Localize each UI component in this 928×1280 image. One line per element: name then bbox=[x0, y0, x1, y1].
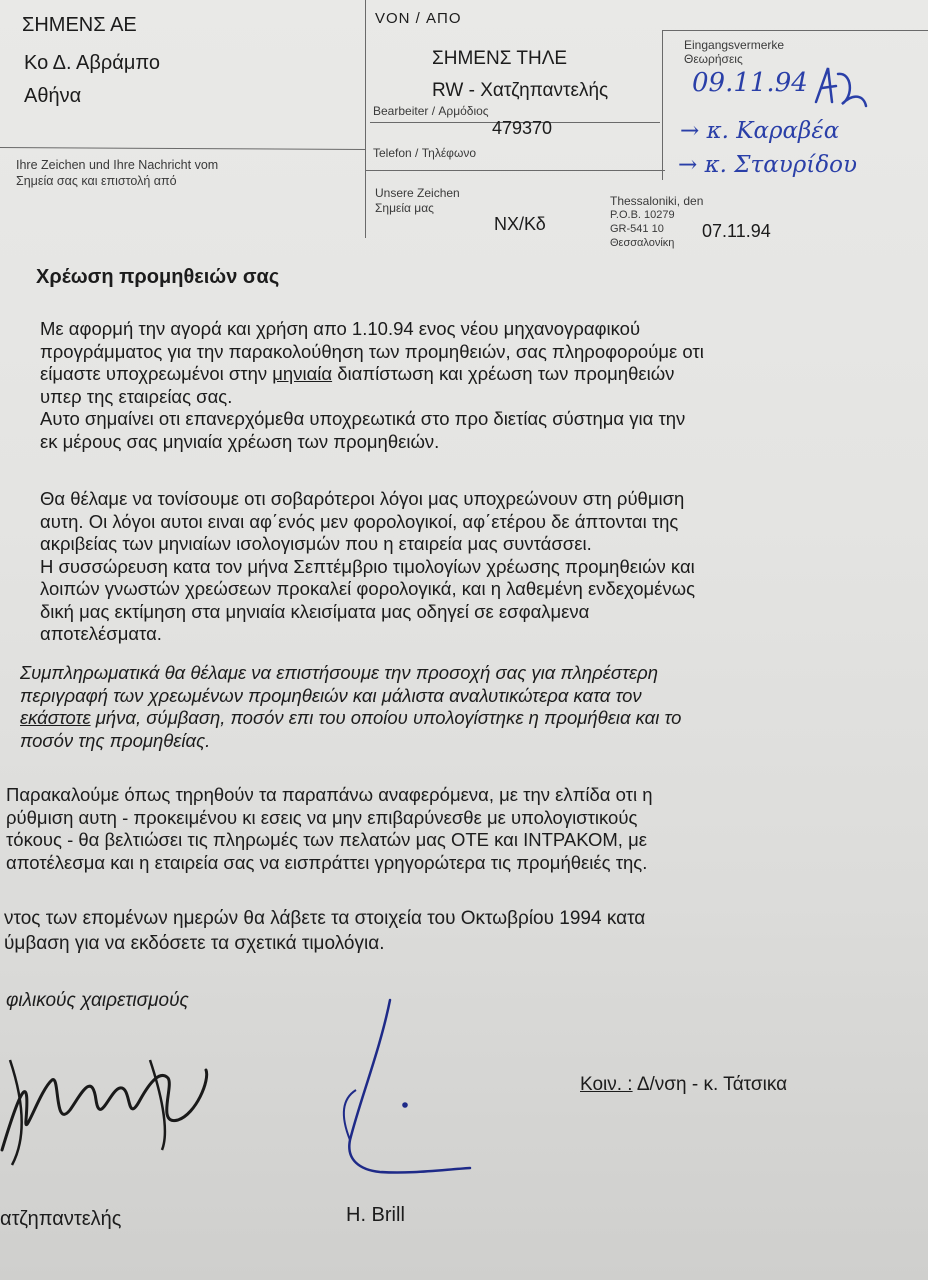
subject: Χρέωση προμηθειών σας bbox=[36, 266, 280, 288]
underlined-word: εκάστοτε bbox=[20, 707, 91, 728]
p1-line: προγράμματος για την παρακολούθηση των προμηθειών, σας πληροφορούμε οτι bbox=[40, 340, 704, 362]
telefon-label: Telefon / Τηλέφωνο bbox=[373, 146, 476, 160]
p2-line: αυτη. Οι λόγοι αυτοι ειναι αφ΄ενός μεν φορολογικοί, αφ΄ετέρου δε άπτονται της bbox=[40, 510, 679, 532]
p5-line: ντος των επομένων ημερών θα λάβετε τα στοιχεία του Οκτωβρίου 1994 κατα bbox=[4, 908, 646, 929]
underlined-word: μηνιαία bbox=[272, 363, 333, 384]
p1-line: εκ μέρους σας μηνιαία χρέωση των προμηθειών. bbox=[40, 430, 440, 452]
header-divider-2 bbox=[662, 30, 663, 180]
p4-line: τόκους - θα βελτιώσει τις πληρωμές των πελατών μας ΟΤΕ και ΙΝΤΡΑΚΟΜ, με bbox=[6, 829, 647, 850]
p2-line: Η συσσώρευση κατα τον μήνα Σεπτέμβριο τιμολογίων χρέωσης προμηθειών και bbox=[40, 555, 695, 577]
p2-line: αποτελέσματα. bbox=[40, 623, 162, 644]
letter-date: 07.11.94 bbox=[702, 221, 771, 241]
sender-company: ΣΗΜΕΝΣ ΤΗΛΕ bbox=[432, 48, 568, 69]
paragraph-1 bbox=[40, 318, 875, 453]
recipient-company: ΣΗΜΕΝΣ ΑΕ bbox=[22, 14, 137, 36]
paragraph-3 bbox=[20, 662, 880, 752]
p1-line: υπερ της εταιρείας σας. bbox=[40, 385, 233, 407]
paragraph-2 bbox=[40, 488, 875, 646]
paragraph-4 bbox=[6, 784, 886, 874]
p2-line: Θα θέλαμε να τονίσουμε οτι σοβαρότεροι λόγοι μας υποχρεώνουν στη ρύθμιση bbox=[40, 488, 685, 509]
signature-right-icon bbox=[320, 990, 480, 1190]
recipient-city: Αθήνα bbox=[24, 85, 82, 107]
receipt-hand-line1: → κ. Καραβέα bbox=[680, 118, 840, 144]
p4-line: αποτέλεσμα και η εταιρεία σας να εισπράττει γρηγορώτερα τις προμήθειές της. bbox=[6, 851, 648, 873]
header-rule-mid bbox=[365, 170, 665, 171]
your-ref-label-de: Ihre Zeichen und Ihre Nachricht vom bbox=[16, 158, 219, 172]
receipt-box-top bbox=[662, 30, 928, 31]
place-label: Thessaloniki, den bbox=[610, 194, 704, 208]
sender-dept: RW - Χατζηπαντελής bbox=[432, 80, 609, 101]
receipt-label-gr: Θεωρήσεις bbox=[684, 52, 743, 66]
city-gr: Θεσσαλονίκη bbox=[610, 237, 675, 249]
recipient-attn: Κο Δ. Αβράμπο bbox=[24, 52, 160, 74]
our-ref-value: ΝΧ/Κδ bbox=[494, 214, 546, 234]
p1-line: Αυτο σημαίνει οτι επανερχόμεθα υποχρεωτικά στο προ διετίας σύστημα για την bbox=[40, 408, 686, 429]
receipt-label-de: Eingangsvermerke bbox=[684, 38, 785, 52]
our-ref-label-de: Unsere Zeichen bbox=[375, 186, 460, 200]
p3-line: ποσόν της προμηθείας. bbox=[20, 729, 211, 751]
sender-label: VON / ΑΠΟ bbox=[375, 10, 462, 27]
p2-line: ακριβείας των μηνιαίων ισολογισμών που η εταιρεία μας συντάσσει. bbox=[40, 533, 592, 554]
paragraph-5 bbox=[4, 906, 914, 956]
header-rule-left bbox=[0, 147, 365, 150]
our-ref-label-gr: Σημεία μας bbox=[375, 201, 434, 215]
your-ref-label-gr: Σημεία σας και επιστολή από bbox=[16, 174, 177, 188]
p3-line: Συμπληρωματικά θα θέλαμε να επιστήσουμε την προσοχή σας για πληρέστερη bbox=[20, 662, 658, 683]
receipt-initials-icon bbox=[808, 62, 868, 112]
signatory-left: ατζηπαντελής bbox=[0, 1208, 122, 1230]
cc-label: Κοιν. : bbox=[580, 1074, 633, 1095]
bearbeiter-label: Bearbeiter / Αρμόδιος bbox=[373, 104, 489, 118]
p4-line: Παρακαλούμε όπως τηρηθούν τα παραπάνω αναφερόμενα, με την ελπίδα οτι η bbox=[6, 784, 653, 805]
cc-value: Δ/νση - κ. Τάτσικα bbox=[636, 1074, 788, 1095]
p3-line: περιγραφή των χρεωμένων προμηθειών και μάλιστα αναλυτικώτερα κατα τον bbox=[20, 684, 642, 706]
p2-line: λοιπών γνωστών χρεώσεων προκαλεί φορολογικά, και η λαθεμένη ενδεχομένως bbox=[40, 578, 696, 599]
header-divider-1 bbox=[365, 0, 366, 238]
p1-line: είμαστε υποχρεωμένοι στην μηνιαία διαπίστωση και χρέωση των προμηθειών bbox=[40, 363, 675, 384]
pob: P.O.B. 10279 bbox=[610, 209, 675, 221]
closing: φιλικούς χαιρετισμούς bbox=[6, 990, 189, 1011]
p5-line: ύμβαση για να εκδόσετε τα σχετικά τιμολόγια. bbox=[4, 933, 385, 954]
phone-number: 479370 bbox=[492, 118, 553, 138]
p4-line: ρύθμιση αυτη - προκειμένου κι εσεις να μην επιβαρύνεσθε με υπολογιστικούς bbox=[6, 806, 638, 828]
receipt-hand-date: 09.11.94 bbox=[692, 68, 808, 98]
signatory-right: H. Brill bbox=[346, 1204, 405, 1226]
receipt-hand-line2: → κ. Σταυρίδου bbox=[678, 152, 858, 178]
p3-line: εκάστοτε μήνα, σύμβαση, ποσόν επι του οποίου υπολογίστηκε η προμήθεια και το bbox=[20, 707, 682, 728]
p2-line: δική μας εκτίμηση στα μηνιαία κλεισίματα μας οδηγεί σε εσφαλμενα bbox=[40, 600, 590, 622]
signature-left-icon bbox=[0, 1030, 230, 1170]
zip: GR-541 10 bbox=[610, 223, 664, 235]
p1-line: Με αφορμή την αγορά και χρήση απο 1.10.94 ενος νέου μηχανογραφικού bbox=[40, 318, 641, 339]
cc-line bbox=[580, 1074, 787, 1096]
